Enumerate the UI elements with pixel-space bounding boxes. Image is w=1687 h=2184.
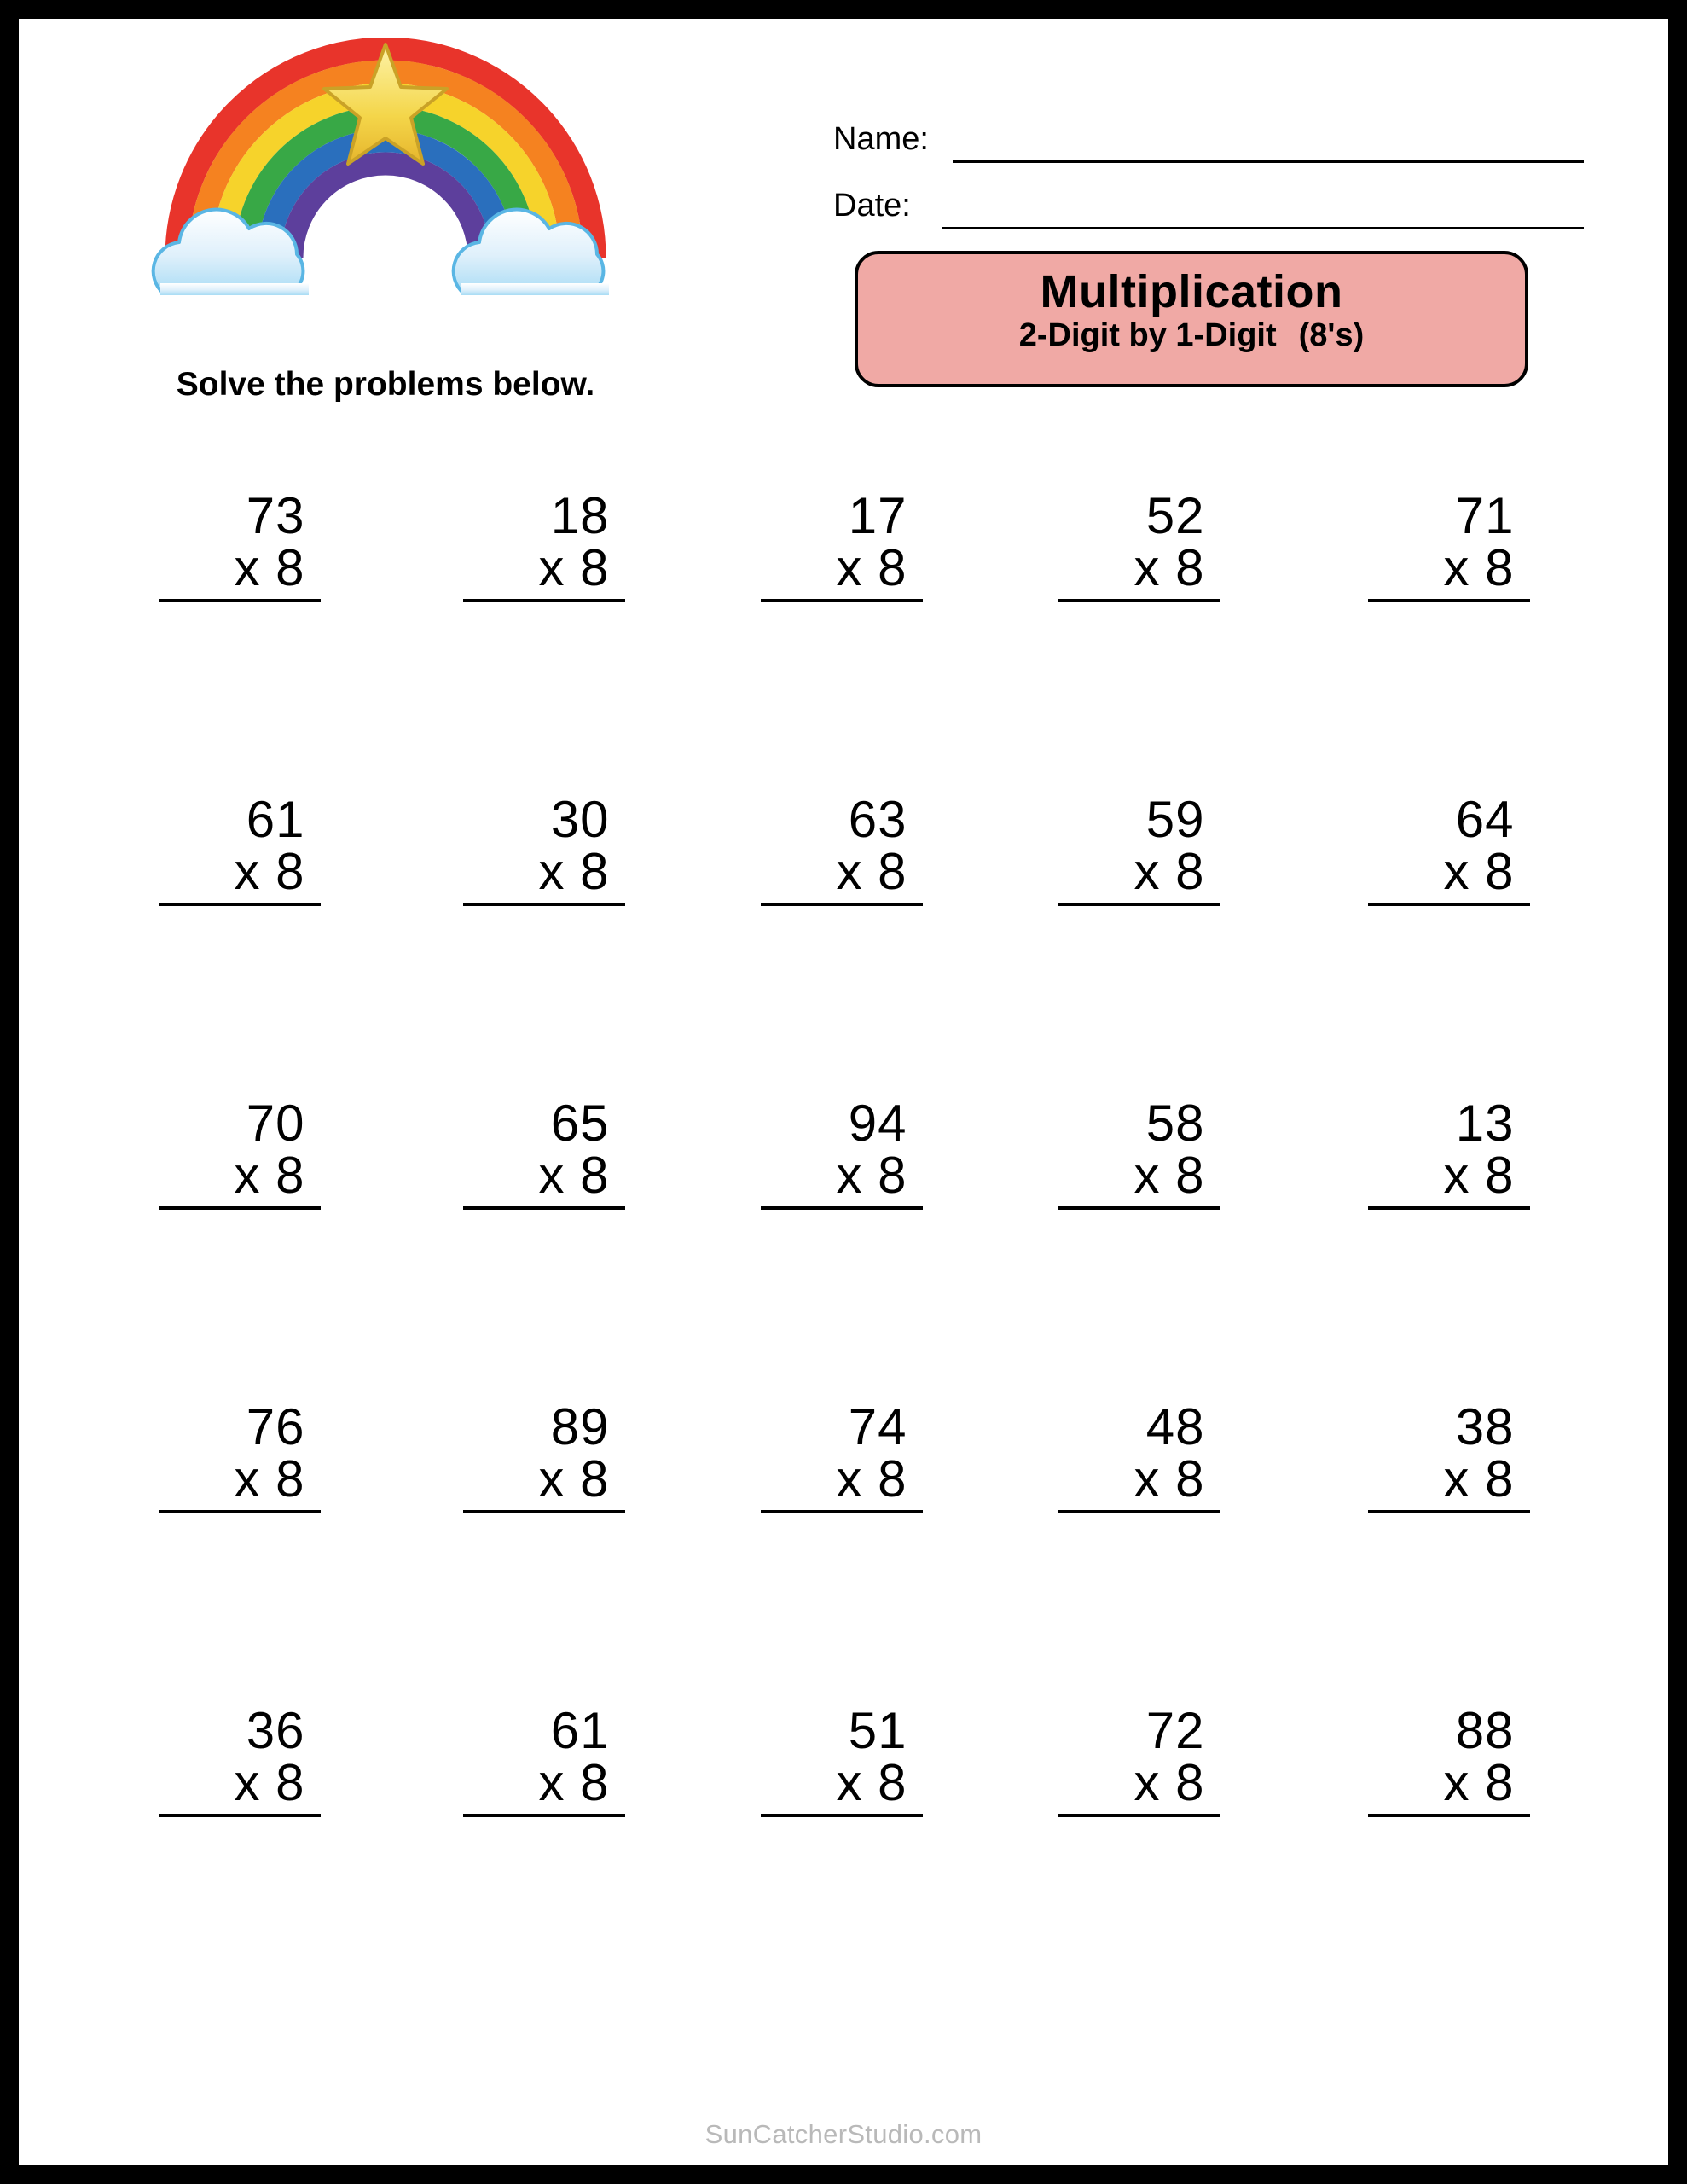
problem-multiplicand: 38 bbox=[1455, 1398, 1515, 1455]
problem-multiplier: x 8 bbox=[1133, 539, 1205, 597]
date-field-row bbox=[833, 179, 1584, 246]
problem-cell bbox=[990, 793, 1288, 1097]
problem-cell bbox=[395, 487, 693, 793]
problem bbox=[463, 1097, 625, 1210]
problem-multiplicand: 13 bbox=[1455, 1095, 1515, 1152]
name-input-line[interactable] bbox=[953, 160, 1584, 163]
problem-multiplicand: 48 bbox=[1145, 1398, 1205, 1455]
problem-multiplicand: 76 bbox=[246, 1398, 305, 1455]
problem-cell bbox=[990, 1398, 1288, 1705]
problem bbox=[1058, 1097, 1220, 1210]
problem-cell bbox=[1288, 1702, 1586, 2008]
problem bbox=[1058, 1702, 1220, 1817]
problem-rule bbox=[1058, 1510, 1220, 1513]
problem-multiplier: x 8 bbox=[538, 1754, 610, 1812]
problem-multiplier: x 8 bbox=[1133, 1450, 1205, 1508]
problem-multiplicand: 58 bbox=[1145, 1095, 1205, 1152]
problem-multiplicand: 70 bbox=[246, 1095, 305, 1152]
problem-multiplicand: 17 bbox=[848, 487, 907, 544]
problem bbox=[159, 1398, 321, 1513]
problem bbox=[1368, 487, 1530, 602]
problem-rule bbox=[463, 1206, 625, 1210]
problem-multiplier: x 8 bbox=[1443, 539, 1515, 597]
problem-multiplicand: 94 bbox=[848, 1095, 907, 1152]
problem-cell bbox=[693, 1702, 990, 2008]
problem bbox=[761, 1398, 923, 1513]
title-set-label: (8's) bbox=[1298, 317, 1365, 354]
problem bbox=[159, 1702, 321, 1817]
problem-multiplier: x 8 bbox=[836, 843, 907, 901]
problem bbox=[761, 1097, 923, 1210]
problem-multiplicand: 59 bbox=[1145, 791, 1205, 848]
problem bbox=[761, 1702, 923, 1817]
problem-multiplicand: 30 bbox=[550, 791, 610, 848]
problem-rule bbox=[1368, 1510, 1530, 1513]
problem-cell bbox=[395, 1097, 693, 1401]
problem bbox=[463, 487, 625, 602]
problem-cell bbox=[990, 487, 1288, 793]
problem-multiplier: x 8 bbox=[1443, 1147, 1515, 1205]
problem-rule bbox=[1368, 1206, 1530, 1210]
problem bbox=[1368, 1097, 1530, 1210]
problem bbox=[761, 487, 923, 602]
problem-rule bbox=[463, 599, 625, 602]
instruction-text: Solve the problems below. bbox=[176, 366, 595, 403]
problem-multiplicand: 36 bbox=[246, 1702, 305, 1759]
problem bbox=[1058, 487, 1220, 602]
problem-cell bbox=[395, 793, 693, 1097]
problem-multiplier: x 8 bbox=[234, 1450, 305, 1508]
problem bbox=[463, 1702, 625, 1817]
problem-multiplicand: 74 bbox=[848, 1398, 907, 1455]
name-date-fields bbox=[833, 113, 1584, 246]
problem-cell bbox=[1288, 1398, 1586, 1705]
problem bbox=[1368, 1702, 1530, 1817]
problem-multiplicand: 65 bbox=[550, 1095, 610, 1152]
problem-cell bbox=[97, 1398, 395, 1705]
problem bbox=[159, 793, 321, 906]
problem-rule bbox=[463, 1814, 625, 1817]
rainbow-icon bbox=[130, 38, 641, 319]
problem-multiplier: x 8 bbox=[234, 843, 305, 901]
problem-multiplier: x 8 bbox=[836, 539, 907, 597]
problem-multiplicand: 61 bbox=[246, 791, 305, 848]
problem-rule bbox=[159, 1814, 321, 1817]
problem-multiplicand: 71 bbox=[1455, 487, 1515, 544]
problem-cell bbox=[97, 1097, 395, 1401]
problem-multiplicand: 52 bbox=[1145, 487, 1205, 544]
problem-multiplier: x 8 bbox=[836, 1147, 907, 1205]
problem-rule bbox=[159, 599, 321, 602]
problem bbox=[463, 793, 625, 906]
problem-rule bbox=[463, 903, 625, 906]
problem-multiplier: x 8 bbox=[1443, 843, 1515, 901]
title-subtitle bbox=[858, 318, 1525, 354]
rainbow-illustration-block bbox=[113, 38, 658, 403]
problem-multiplier: x 8 bbox=[538, 1450, 610, 1508]
worksheet-header bbox=[19, 19, 1668, 420]
problem-multiplicand: 63 bbox=[848, 791, 907, 848]
problem bbox=[1368, 1398, 1530, 1513]
problem-multiplicand: 61 bbox=[550, 1702, 610, 1759]
problem-multiplicand: 73 bbox=[246, 487, 305, 544]
problem bbox=[1058, 1398, 1220, 1513]
problem-multiplicand: 89 bbox=[550, 1398, 610, 1455]
problem-multiplier: x 8 bbox=[1443, 1754, 1515, 1812]
problem-cell bbox=[693, 1097, 990, 1401]
problem bbox=[1368, 793, 1530, 906]
problem bbox=[761, 793, 923, 906]
worksheet-sheet bbox=[19, 19, 1668, 2165]
problem-cell bbox=[693, 487, 990, 793]
problem-multiplicand: 88 bbox=[1455, 1702, 1515, 1759]
problem-cell bbox=[990, 1097, 1288, 1401]
problem-rule bbox=[761, 1814, 923, 1817]
problem-multiplicand: 18 bbox=[550, 487, 610, 544]
problem bbox=[1058, 793, 1220, 906]
problem-rule bbox=[1058, 599, 1220, 602]
problem-multiplier: x 8 bbox=[1133, 1147, 1205, 1205]
title-banner bbox=[855, 251, 1528, 387]
problem-rule bbox=[159, 903, 321, 906]
title-sub-text: 2-Digit by 1-Digit bbox=[1018, 317, 1277, 354]
problem-rule bbox=[1368, 599, 1530, 602]
problem-multiplier: x 8 bbox=[234, 539, 305, 597]
date-input-line[interactable] bbox=[942, 227, 1584, 229]
name-field-row bbox=[833, 113, 1584, 179]
name-label: Name: bbox=[833, 121, 929, 157]
problem-multiplier: x 8 bbox=[538, 539, 610, 597]
problem-cell bbox=[693, 1398, 990, 1705]
problem-rule bbox=[761, 1206, 923, 1210]
title-main: Multiplication bbox=[1040, 266, 1343, 317]
problem-cell bbox=[693, 793, 990, 1097]
problem bbox=[159, 487, 321, 602]
problem-multiplier: x 8 bbox=[1443, 1450, 1515, 1508]
problem-multiplier: x 8 bbox=[234, 1754, 305, 1812]
problem-multiplicand: 64 bbox=[1455, 791, 1515, 848]
problem-multiplier: x 8 bbox=[234, 1147, 305, 1205]
problem-multiplier: x 8 bbox=[836, 1754, 907, 1812]
problem-multiplier: x 8 bbox=[836, 1450, 907, 1508]
problem-multiplicand: 72 bbox=[1145, 1702, 1205, 1759]
problem-rule bbox=[1368, 1814, 1530, 1817]
problem-multiplier: x 8 bbox=[1133, 843, 1205, 901]
problem-cell bbox=[1288, 1097, 1586, 1401]
problem-rule bbox=[159, 1206, 321, 1210]
problem-rule bbox=[1058, 1206, 1220, 1210]
problem-rule bbox=[463, 1510, 625, 1513]
problem-rule bbox=[761, 903, 923, 906]
footer-watermark: SunCatcherStudio.com bbox=[704, 2119, 983, 2149]
problem-multiplier: x 8 bbox=[538, 843, 610, 901]
problem-cell bbox=[97, 793, 395, 1097]
problem-rule bbox=[1058, 903, 1220, 906]
problem-multiplicand: 51 bbox=[848, 1702, 907, 1759]
problem-rule bbox=[159, 1510, 321, 1513]
problem-cell bbox=[1288, 487, 1586, 793]
problem-cell bbox=[395, 1702, 693, 2008]
problem-cell bbox=[395, 1398, 693, 1705]
problem-cell bbox=[97, 487, 395, 793]
problem-rule bbox=[1368, 903, 1530, 906]
problem-cell bbox=[990, 1702, 1288, 2008]
problem-rule bbox=[761, 599, 923, 602]
problem bbox=[159, 1097, 321, 1210]
problem-rule bbox=[761, 1510, 923, 1513]
problem-multiplier: x 8 bbox=[538, 1147, 610, 1205]
problems-grid bbox=[97, 487, 1586, 2008]
problem-cell bbox=[1288, 793, 1586, 1097]
date-label: Date: bbox=[833, 188, 911, 224]
problem-multiplier: x 8 bbox=[1133, 1754, 1205, 1812]
problem-cell bbox=[97, 1702, 395, 2008]
problem-rule bbox=[1058, 1814, 1220, 1817]
problem bbox=[463, 1398, 625, 1513]
